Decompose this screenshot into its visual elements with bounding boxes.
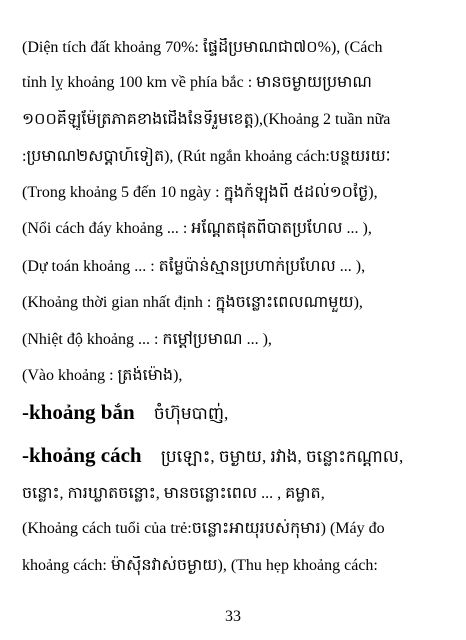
dictionary-entry <box>22 442 452 470</box>
text-line: tỉnh lỵ khoảng 100 km về phía bắc : មានចម្ងាយប្រមាណ <box>22 74 372 91</box>
text-line: (Khoảng cách tuổi của trẻ:ចន្លោះអាយុរបស់កុមារ) (Máy đo <box>22 520 385 537</box>
text-line: (Diện tích đất khoảng 70%: ផ្ទៃដីប្រមាណជា៧០%), (Cách <box>22 39 383 56</box>
entry-headword: -khoảng bắn <box>22 400 135 424</box>
text-line: (Nổi cách đáy khoảng ... : អណ្ដែតផុតពីបាតប្រហែល ... ), <box>22 220 372 237</box>
text-line: (Trong khoảng 5 đến 10 ngày : ក្នុងកំឡុងពី ៥ដល់១០ថ្ងៃ), <box>22 184 378 201</box>
entry-definition: ចំហ៊ុមបាញ់, <box>153 404 229 423</box>
text-line: (Dự toán khoảng ... : តម្លៃប៉ាន់ស្មានប្រហាក់ប្រហែល ... ), <box>22 258 366 275</box>
text-line: ១០០គីឡូម៉ែត្រភាគខាងជើងនៃទីរួមខេត្ត),(Khoảng 2 tuần nữa <box>22 111 391 128</box>
text-line: khoảng cách: ម៉ាស៊ីនវាស់ចម្ងាយ), (Thu hẹp khoảng cách: <box>22 557 378 574</box>
page-number: 33 <box>225 608 241 625</box>
text-line: (Nhiệt độ khoảng ... : កម្ដៅប្រមាណ ... ), <box>22 331 272 348</box>
dictionary-entry <box>22 399 452 427</box>
entry-headword: -khoảng cách <box>22 443 142 467</box>
text-line: ចន្លោះ, ការឃ្លាតចន្លោះ, មានចន្លោះពេល ... , គម្លាត, <box>22 485 325 502</box>
text-line: (Vào khoảng : ត្រង់ម៉ោង), <box>22 367 183 384</box>
entry-definition: ប្រឡោះ, ចម្ងាយ, រវាង, ចន្លោះកណ្ដាល, <box>160 447 404 466</box>
text-line: (Khoảng thời gian nhất định : ក្នុងចន្លោះពេលណាមួយ), <box>22 294 363 311</box>
text-line: :ប្រមាណ២សប្ដាហ៍ទៀត), (Rút ngắn khoảng cách:បន្ថយរយៈ <box>22 148 391 165</box>
